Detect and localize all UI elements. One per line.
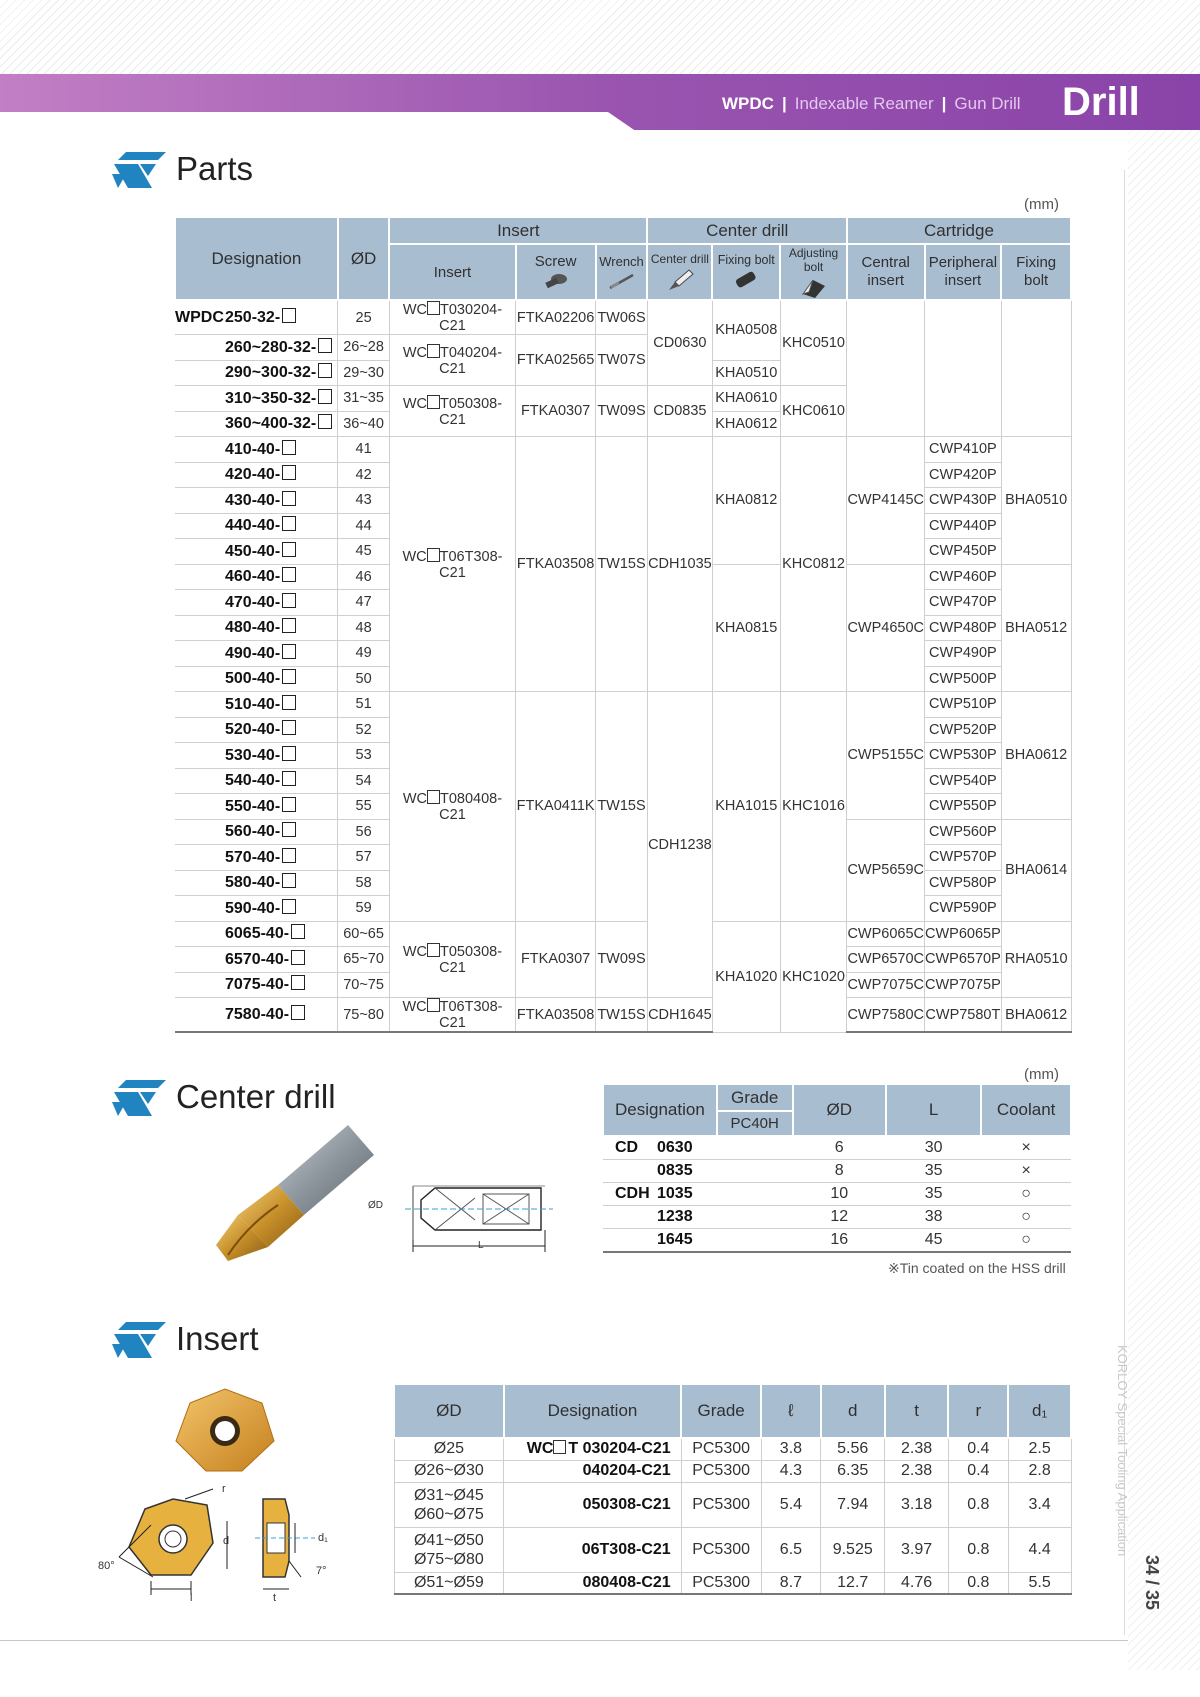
wrench-cell: TW06S bbox=[596, 300, 648, 335]
screw-cell: FTKA03508 bbox=[516, 437, 596, 692]
ins-t: 3.18 bbox=[885, 1482, 949, 1527]
row-od: 29~30 bbox=[338, 360, 389, 386]
screw-cell: FTKA02206 bbox=[516, 300, 596, 335]
ins-grade: PC5300 bbox=[681, 1438, 761, 1460]
cd-col-grade: Grade bbox=[717, 1084, 793, 1111]
row-od: 65~70 bbox=[338, 947, 389, 973]
fixing-bolt-cell: KHA1020 bbox=[712, 921, 780, 1032]
ins-d1: 2.8 bbox=[1008, 1460, 1071, 1482]
ins-t: 2.38 bbox=[885, 1460, 949, 1482]
diagram-r-label: r bbox=[222, 1483, 226, 1495]
ins-r: 0.8 bbox=[948, 1572, 1008, 1594]
ins-col-designation: Designation bbox=[504, 1384, 681, 1438]
col-fixing-bolt bbox=[712, 244, 780, 300]
table-row bbox=[175, 998, 1071, 1033]
wrench-cell: TW15S bbox=[596, 998, 648, 1033]
peripheral-insert-cell: CWP530P bbox=[925, 743, 1002, 769]
screw-cell: FTKA02565 bbox=[516, 335, 596, 386]
center-drill-table bbox=[602, 1083, 1072, 1253]
adjusting-bolt-icon bbox=[799, 276, 829, 298]
cd-l: 45 bbox=[886, 1229, 981, 1253]
col-peripheral-insert-label-1: Peripheral bbox=[928, 254, 998, 271]
row-od: 51 bbox=[338, 692, 389, 718]
peripheral-insert-cell: CWP7075P bbox=[925, 972, 1002, 998]
ins-od: Ø25 bbox=[394, 1438, 504, 1460]
korloy-logo-icon bbox=[112, 150, 166, 188]
table-row bbox=[603, 1183, 1071, 1206]
row-od: 45 bbox=[338, 539, 389, 565]
col-adjusting-bolt bbox=[780, 244, 847, 300]
side-caption: KORLOY Special Tooling Application bbox=[1115, 1345, 1130, 1557]
row-designation: 520-40- bbox=[175, 717, 338, 743]
ins-d: 5.56 bbox=[821, 1438, 885, 1460]
row-od: 31~35 bbox=[338, 386, 389, 412]
row-designation: 540-40- bbox=[175, 768, 338, 794]
insert-table bbox=[393, 1383, 1072, 1595]
cd-od: 6 bbox=[793, 1136, 886, 1160]
cd-od: 8 bbox=[793, 1160, 886, 1183]
peripheral-insert-cell: CWP410P bbox=[925, 437, 1002, 463]
insert-cell: WC T030204-C21 bbox=[389, 300, 515, 335]
col-designation: Designation bbox=[175, 217, 338, 300]
row-designation: 470-40- bbox=[175, 590, 338, 616]
row-od: 54 bbox=[338, 768, 389, 794]
insert-cell: WC T040204-C21 bbox=[389, 335, 515, 386]
center-drill-note: ※Tin coated on the HSS drill bbox=[888, 1260, 1066, 1276]
screw-cell: FTKA0307 bbox=[516, 921, 596, 998]
header-nav bbox=[722, 94, 1021, 114]
cd-grade bbox=[717, 1160, 793, 1183]
center-drill-photo-icon bbox=[208, 1115, 383, 1265]
center-drill-cell: CD0630 bbox=[647, 300, 712, 386]
cd-designation: 0835 bbox=[603, 1160, 717, 1183]
cd-coolant: ○ bbox=[981, 1206, 1071, 1229]
cd-od: 16 bbox=[793, 1229, 886, 1253]
row-designation: 310~350-32- bbox=[175, 386, 338, 412]
ins-d: 9.525 bbox=[821, 1527, 885, 1572]
peripheral-insert-cell: CWP560P bbox=[925, 819, 1002, 845]
central-insert-cell: CWP6065C bbox=[847, 921, 925, 947]
ins-designation: 050308-C21 bbox=[504, 1482, 681, 1527]
cd-col-designation: Designation bbox=[603, 1084, 717, 1136]
row-od: 41 bbox=[338, 437, 389, 463]
central-insert-cell: CWP7580C bbox=[847, 998, 925, 1033]
col-od: ØD bbox=[338, 217, 389, 300]
ins-l: 3.8 bbox=[761, 1438, 821, 1460]
row-designation: 570-40- bbox=[175, 845, 338, 871]
ins-od: Ø31~Ø45 Ø60~Ø75 bbox=[394, 1482, 504, 1527]
group-insert: Insert bbox=[389, 217, 647, 244]
ins-designation: WC T 030204-C21 bbox=[504, 1438, 681, 1460]
col-center-drill-label: Center drill bbox=[650, 252, 709, 266]
col-cartridge-fixing-bolt bbox=[1001, 244, 1071, 300]
peripheral-insert-cell: CWP480P bbox=[925, 615, 1002, 641]
row-designation: 420-40- bbox=[175, 462, 338, 488]
peripheral-insert-cell: CWP520P bbox=[925, 717, 1002, 743]
ins-designation: 080408-C21 bbox=[504, 1572, 681, 1594]
peripheral-insert-cell: CWP580P bbox=[925, 870, 1002, 896]
row-designation: 510-40- bbox=[175, 692, 338, 718]
cartridge-bolt-cell: BHA0614 bbox=[1001, 819, 1071, 921]
ins-grade: PC5300 bbox=[681, 1527, 761, 1572]
col-wrench-label: Wrench bbox=[599, 253, 644, 269]
center-drill-heading bbox=[112, 1078, 336, 1116]
center-drill-diagram-icon bbox=[365, 1180, 565, 1260]
cd-designation: 1645 bbox=[603, 1229, 717, 1253]
insert-photo-icon bbox=[170, 1385, 280, 1475]
cd-l: 35 bbox=[886, 1160, 981, 1183]
nav-separator: | bbox=[941, 94, 947, 113]
table-row bbox=[603, 1206, 1071, 1229]
col-peripheral-insert-label-2: insert bbox=[944, 272, 982, 289]
row-od: 43 bbox=[338, 488, 389, 514]
col-central-insert bbox=[847, 244, 925, 300]
ins-l: 8.7 bbox=[761, 1572, 821, 1594]
insert-cell: WC T06T308-C21 bbox=[389, 998, 515, 1033]
peripheral-insert-cell: CWP6570P bbox=[925, 947, 1002, 973]
ins-designation: 06T308-C21 bbox=[504, 1527, 681, 1572]
table-row bbox=[394, 1572, 1071, 1594]
cd-grade bbox=[717, 1206, 793, 1229]
page-number: 34 / 35 bbox=[1142, 1555, 1162, 1611]
ins-od: Ø51~Ø59 bbox=[394, 1572, 504, 1594]
insert-cell: WC T050308-C21 bbox=[389, 921, 515, 998]
central-insert-cell: CWP6570C bbox=[847, 947, 925, 973]
cd-coolant: ○ bbox=[981, 1229, 1071, 1253]
cd-col-od: ØD bbox=[793, 1084, 886, 1136]
cd-designation: CD 0630 bbox=[603, 1136, 717, 1160]
peripheral-insert-cell: CWP570P bbox=[925, 845, 1002, 871]
ins-grade: PC5300 bbox=[681, 1460, 761, 1482]
nav-gun-drill[interactable]: Gun Drill bbox=[954, 94, 1021, 113]
row-designation: 580-40- bbox=[175, 870, 338, 896]
row-designation: 260~280-32- bbox=[175, 335, 338, 361]
center-drill-cell: CDH1645 bbox=[647, 998, 712, 1033]
table-row bbox=[394, 1438, 1071, 1460]
ins-d1: 5.5 bbox=[1008, 1572, 1071, 1594]
bottom-rule bbox=[0, 1640, 1128, 1641]
cd-designation: 1238 bbox=[603, 1206, 717, 1229]
col-central-insert-label-1: Central bbox=[861, 254, 910, 271]
ins-od: Ø41~Ø50 Ø75~Ø80 bbox=[394, 1527, 504, 1572]
table-row bbox=[175, 300, 1071, 335]
diagram-l-label: l bbox=[190, 1592, 193, 1604]
cd-coolant: ○ bbox=[981, 1183, 1071, 1206]
row-designation: 360~400-32- bbox=[175, 411, 338, 437]
col-center-drill bbox=[647, 244, 712, 300]
ins-t: 2.38 bbox=[885, 1438, 949, 1460]
row-od: 58 bbox=[338, 870, 389, 896]
korloy-logo-icon bbox=[112, 1078, 166, 1116]
cd-grade bbox=[717, 1229, 793, 1253]
fixing-bolt-cell: KHA1015 bbox=[712, 692, 780, 922]
table-row bbox=[603, 1160, 1071, 1183]
ins-grade: PC5300 bbox=[681, 1572, 761, 1594]
cd-grade bbox=[717, 1136, 793, 1160]
peripheral-insert-cell: CWP6065P bbox=[925, 921, 1002, 947]
col-central-insert-label-2: insert bbox=[867, 272, 905, 289]
table-row bbox=[175, 437, 1071, 463]
ins-t: 4.76 bbox=[885, 1572, 949, 1594]
fixing-bolt-cell: KHA0610 bbox=[712, 386, 780, 412]
header-hatch bbox=[0, 0, 1200, 74]
nav-wpdc[interactable]: WPDC bbox=[722, 94, 774, 113]
cartridge-bolt-empty bbox=[1001, 300, 1071, 437]
central-insert-cell: CWP4145C bbox=[847, 437, 925, 565]
ins-col-grade: Grade bbox=[681, 1384, 761, 1438]
peripheral-insert-cell: CWP510P bbox=[925, 692, 1002, 718]
central-insert-cell: CWP5155C bbox=[847, 692, 925, 820]
ins-grade: PC5300 bbox=[681, 1482, 761, 1527]
ins-d1: 4.4 bbox=[1008, 1527, 1071, 1572]
cd-coolant: × bbox=[981, 1136, 1071, 1160]
ins-col-l: ℓ bbox=[761, 1384, 821, 1438]
ins-d1: 2.5 bbox=[1008, 1438, 1071, 1460]
row-designation: 490-40- bbox=[175, 641, 338, 667]
wrench-cell: TW09S bbox=[596, 921, 648, 998]
row-designation: 530-40- bbox=[175, 743, 338, 769]
central-insert-cell: CWP5659C bbox=[847, 819, 925, 921]
central-insert-cell: CWP4650C bbox=[847, 564, 925, 692]
col-wrench bbox=[596, 244, 648, 300]
row-od: 57 bbox=[338, 845, 389, 871]
row-designation: 450-40- bbox=[175, 539, 338, 565]
peripheral-insert-cell: CWP470P bbox=[925, 590, 1002, 616]
wrench-cell: TW07S bbox=[596, 335, 648, 386]
col-adjusting-bolt-label: Adjusting bolt bbox=[788, 246, 839, 274]
peripheral-insert-cell: CWP550P bbox=[925, 794, 1002, 820]
row-od: 52 bbox=[338, 717, 389, 743]
col-insert: Insert bbox=[389, 244, 515, 300]
parts-heading bbox=[112, 150, 253, 188]
fixing-bolt-cell: KHA0510 bbox=[712, 360, 780, 386]
row-od: 60~65 bbox=[338, 921, 389, 947]
screw-cell: FTKA0411K bbox=[516, 692, 596, 922]
row-od: 59 bbox=[338, 896, 389, 922]
group-cartridge: Cartridge bbox=[847, 217, 1071, 244]
central-insert-cell: CWP7075C bbox=[847, 972, 925, 998]
peripheral-insert-cell: CWP540P bbox=[925, 768, 1002, 794]
row-designation: 480-40- bbox=[175, 615, 338, 641]
row-od: 46 bbox=[338, 564, 389, 590]
ins-col-od: ØD bbox=[394, 1384, 504, 1438]
insert-cell: WC T06T308-C21 bbox=[389, 437, 515, 692]
wrench-icon bbox=[607, 271, 637, 291]
ins-l: 6.5 bbox=[761, 1527, 821, 1572]
table-row bbox=[394, 1527, 1071, 1572]
center-drill-cell: CDH1035 bbox=[647, 437, 712, 692]
table-row bbox=[603, 1136, 1071, 1160]
fixing-bolt-cell: KHA0508 bbox=[712, 300, 780, 360]
row-od: 55 bbox=[338, 794, 389, 820]
diagram-l-label: L bbox=[478, 1240, 484, 1251]
col-screw bbox=[516, 244, 596, 300]
insert-title: Insert bbox=[176, 1320, 259, 1357]
ins-r: 0.4 bbox=[948, 1460, 1008, 1482]
peripheral-insert-cell: CWP450P bbox=[925, 539, 1002, 565]
cd-l: 38 bbox=[886, 1206, 981, 1229]
row-designation: 7075-40- bbox=[175, 972, 338, 998]
ins-od: Ø26~Ø30 bbox=[394, 1460, 504, 1482]
insert-heading bbox=[112, 1320, 259, 1358]
fixing-bolt-icon bbox=[731, 269, 761, 291]
center-drill-cell: CDH1238 bbox=[647, 692, 712, 998]
row-od: 47 bbox=[338, 590, 389, 616]
row-od: 53 bbox=[338, 743, 389, 769]
ins-r: 0.4 bbox=[948, 1438, 1008, 1460]
cartridge-bolt-cell: BHA0510 bbox=[1001, 437, 1071, 565]
peripheral-insert-cell: CWP490P bbox=[925, 641, 1002, 667]
table-row bbox=[175, 921, 1071, 947]
center-drill-cell: CD0835 bbox=[647, 386, 712, 437]
nav-separator: | bbox=[781, 94, 787, 113]
row-od: 25 bbox=[338, 300, 389, 335]
screw-cell: FTKA0307 bbox=[516, 386, 596, 437]
cartridge-bolt-cell: BHA0612 bbox=[1001, 692, 1071, 820]
ins-d: 7.94 bbox=[821, 1482, 885, 1527]
ins-t: 3.97 bbox=[885, 1527, 949, 1572]
fixing-bolt-cell: KHA0612 bbox=[712, 411, 780, 437]
diagram-d1-label: d₁ bbox=[318, 1532, 328, 1544]
diagram-t-label: t bbox=[273, 1592, 277, 1604]
ins-d: 6.35 bbox=[821, 1460, 885, 1482]
ins-l: 5.4 bbox=[761, 1482, 821, 1527]
adjusting-bolt-cell: KHC1016 bbox=[780, 692, 847, 922]
table-row bbox=[394, 1460, 1071, 1482]
table-row bbox=[603, 1229, 1071, 1253]
peripheral-insert-cell: CWP420P bbox=[925, 462, 1002, 488]
ins-col-d1: d₁ bbox=[1008, 1384, 1071, 1438]
diagram-angle2-label: 7° bbox=[316, 1565, 327, 1577]
row-designation: 6065-40- bbox=[175, 921, 338, 947]
cd-l: 30 bbox=[886, 1136, 981, 1160]
parts-table bbox=[174, 216, 1072, 1033]
screw-icon bbox=[543, 272, 569, 292]
row-designation: 6570-40- bbox=[175, 947, 338, 973]
ins-r: 0.8 bbox=[948, 1482, 1008, 1527]
ins-col-t: t bbox=[885, 1384, 949, 1438]
wrench-cell: TW15S bbox=[596, 692, 648, 922]
row-od: 49 bbox=[338, 641, 389, 667]
row-od: 36~40 bbox=[338, 411, 389, 437]
adjusting-bolt-cell: KHC0510 bbox=[780, 300, 847, 386]
ins-col-r: r bbox=[948, 1384, 1008, 1438]
wrench-cell: TW15S bbox=[596, 437, 648, 692]
wrench-cell: TW09S bbox=[596, 386, 648, 437]
diagram-od-label: ØD bbox=[368, 1200, 383, 1211]
ins-designation: 040204-C21 bbox=[504, 1460, 681, 1482]
korloy-logo-icon bbox=[112, 1320, 166, 1358]
row-od: 48 bbox=[338, 615, 389, 641]
row-designation: 410-40- bbox=[175, 437, 338, 463]
ins-d: 12.7 bbox=[821, 1572, 885, 1594]
peripheral-insert-cell: CWP500P bbox=[925, 666, 1002, 692]
page-title: Drill bbox=[1062, 80, 1140, 124]
row-od: 56 bbox=[338, 819, 389, 845]
parts-unit: (mm) bbox=[1024, 196, 1059, 213]
table-row bbox=[394, 1482, 1071, 1527]
cd-coolant: × bbox=[981, 1160, 1071, 1183]
col-peripheral-insert bbox=[925, 244, 1002, 300]
cd-grade bbox=[717, 1183, 793, 1206]
row-designation: WPDC250-32- bbox=[175, 300, 338, 335]
row-od: 42 bbox=[338, 462, 389, 488]
insert-cell: WC T080408-C21 bbox=[389, 692, 515, 922]
row-od: 26~28 bbox=[338, 335, 389, 361]
cd-col-l: L bbox=[886, 1084, 981, 1136]
row-designation: 430-40- bbox=[175, 488, 338, 514]
cd-col-grade-pc40h: PC40H bbox=[717, 1111, 793, 1136]
col-cartridge-fixing-label-1: Fixing bbox=[1016, 254, 1057, 271]
table-row bbox=[175, 692, 1071, 718]
parts-title: Parts bbox=[176, 150, 254, 187]
center-drill-unit: (mm) bbox=[1024, 1066, 1059, 1083]
diagram-angle-label: 80° bbox=[98, 1560, 115, 1572]
row-designation: 290~300-32- bbox=[175, 360, 338, 386]
cd-col-coolant: Coolant bbox=[981, 1084, 1071, 1136]
insert-cell: WC T050308-C21 bbox=[389, 386, 515, 437]
col-cartridge-fixing-label-2: bolt bbox=[1024, 272, 1049, 289]
row-od: 50 bbox=[338, 666, 389, 692]
cartridge-bolt-cell: BHA0612 bbox=[1001, 998, 1071, 1033]
nav-indexable-reamer[interactable]: Indexable Reamer bbox=[794, 94, 934, 113]
cd-od: 12 bbox=[793, 1206, 886, 1229]
col-screw-label: Screw bbox=[534, 252, 577, 270]
row-designation: 440-40- bbox=[175, 513, 338, 539]
row-od: 44 bbox=[338, 513, 389, 539]
right-hatch bbox=[1128, 110, 1200, 1670]
ins-l: 4.3 bbox=[761, 1460, 821, 1482]
row-od: 70~75 bbox=[338, 972, 389, 998]
peripheral-insert-cell: CWP590P bbox=[925, 896, 1002, 922]
fixing-bolt-cell: KHA0812 bbox=[712, 437, 780, 565]
cd-l: 35 bbox=[886, 1183, 981, 1206]
adjusting-bolt-cell: KHC0812 bbox=[780, 437, 847, 692]
row-designation: 590-40- bbox=[175, 896, 338, 922]
row-designation: 7580-40- bbox=[175, 998, 338, 1033]
ins-d1: 3.4 bbox=[1008, 1482, 1071, 1527]
central-insert-empty bbox=[847, 300, 925, 437]
banner-lip bbox=[0, 112, 640, 134]
cd-designation: CDH 1035 bbox=[603, 1183, 717, 1206]
cartridge-bolt-cell: RHA0510 bbox=[1001, 921, 1071, 998]
col-fixing-bolt-label: Fixing bolt bbox=[717, 253, 775, 267]
ins-col-d: d bbox=[821, 1384, 885, 1438]
group-center-drill: Center drill bbox=[647, 217, 847, 244]
row-designation: 550-40- bbox=[175, 794, 338, 820]
peripheral-insert-empty bbox=[925, 300, 1002, 437]
row-designation: 560-40- bbox=[175, 819, 338, 845]
row-od: 75~80 bbox=[338, 998, 389, 1033]
diagram-d-label: d bbox=[223, 1535, 230, 1547]
ins-r: 0.8 bbox=[948, 1527, 1008, 1572]
screw-cell: FTKA03508 bbox=[516, 998, 596, 1033]
peripheral-insert-cell: CWP460P bbox=[925, 564, 1002, 590]
peripheral-insert-cell: CWP7580T bbox=[925, 998, 1002, 1033]
center-drill-icon bbox=[665, 268, 695, 292]
peripheral-insert-cell: CWP430P bbox=[925, 488, 1002, 514]
adjusting-bolt-cell: KHC0610 bbox=[780, 386, 847, 437]
fixing-bolt-cell: KHA0815 bbox=[712, 564, 780, 692]
peripheral-insert-cell: CWP440P bbox=[925, 513, 1002, 539]
row-designation: 460-40- bbox=[175, 564, 338, 590]
adjusting-bolt-cell: KHC1020 bbox=[780, 921, 847, 1032]
cartridge-bolt-cell: BHA0512 bbox=[1001, 564, 1071, 692]
row-designation: 500-40- bbox=[175, 666, 338, 692]
center-drill-title: Center drill bbox=[176, 1078, 336, 1115]
cd-od: 10 bbox=[793, 1183, 886, 1206]
